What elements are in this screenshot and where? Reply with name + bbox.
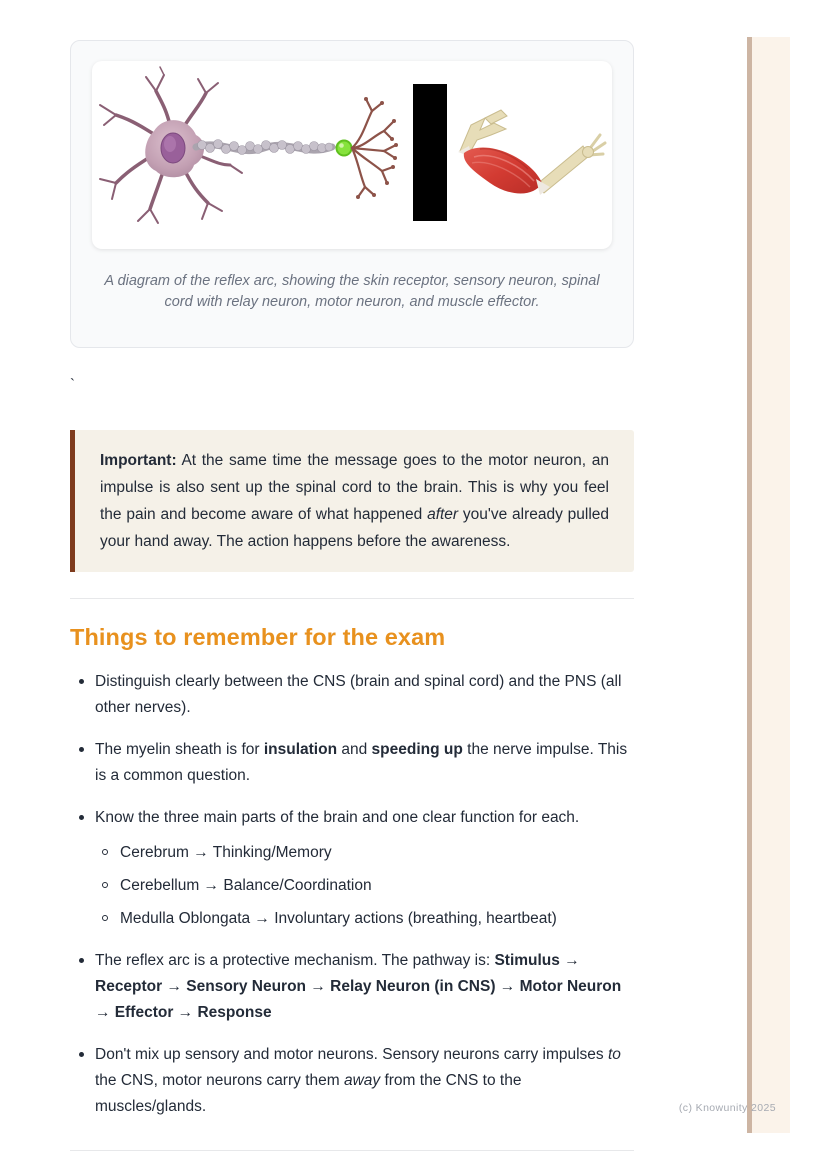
list-item [70, 669, 634, 721]
spinal-cord-bar [413, 84, 447, 221]
muscle-effector-icon [458, 110, 605, 195]
important-callout [70, 430, 634, 572]
list-item [70, 805, 634, 932]
synapse-icon [337, 141, 352, 156]
page-edge-strip [747, 37, 790, 1133]
sub-list-item: Cerebrum → Thinking/Memory [95, 840, 634, 866]
page-edge-strip-line [747, 37, 752, 1133]
figure-card [70, 40, 634, 348]
list-item-text: The myelin sheath is for insulation and speeding up the nerve impulse. This is a common question. [95, 741, 628, 784]
sub-list-item: Cerebellum → Balance/Coordination [95, 873, 634, 899]
figure-caption: A diagram of the reflex arc, showing the skin receptor, sensory neuron, spinal cord with relay neuron, motor neuron, and muscle effector. [104, 273, 600, 310]
section-divider-bottom [70, 1150, 634, 1151]
list-item-text: Don't mix up sensory and motor neurons. Sensory neurons carry impulses to the CNS, motor neurons carry them away from the CNS to the muscles/glands. [95, 1046, 621, 1115]
copyright-footer: (c) Knowunity 2025 [678, 1102, 776, 1114]
list-item-text: The reflex arc is a protective mechanism. The pathway is: Stimulus → Receptor → Sensory Neuron → Relay Neuron (in CNS) → Motor Neuron → Effector → Response [95, 952, 622, 1021]
motor-neuron-terminals-icon [352, 97, 398, 199]
exam-tips-list [70, 669, 634, 1120]
list-item [70, 948, 634, 1026]
section-heading: Things to remember for the exam [70, 624, 446, 650]
list-item [70, 737, 634, 789]
reflex-arc-illustration [92, 61, 612, 249]
list-item-text: Know the three main parts of the brain and one clear function for each. [95, 809, 580, 826]
sub-list [95, 840, 634, 932]
list-item-text: Distinguish clearly between the CNS (brain and spinal cord) and the PNS (all other nerves). [95, 673, 622, 716]
myelin-sheath-icon [196, 140, 333, 155]
callout-text: Important: At the same time the message goes to the motor neuron, an impulse is also sent up the spinal cord to the brain. This is why you feel the pain and become aware of what happened after you've already pulled your hand away. The action happens before the awareness. [100, 452, 610, 550]
sub-list-item: Medulla Oblongata → Involuntary actions (breathing, heartbeat) [95, 906, 634, 932]
nucleus-highlight [164, 136, 176, 152]
section-divider-top [70, 598, 634, 599]
reflex-arc-image[interactable] [92, 61, 612, 249]
document-content [70, 40, 634, 1151]
stray-backtick: ` [70, 376, 75, 393]
list-item [70, 1042, 634, 1120]
